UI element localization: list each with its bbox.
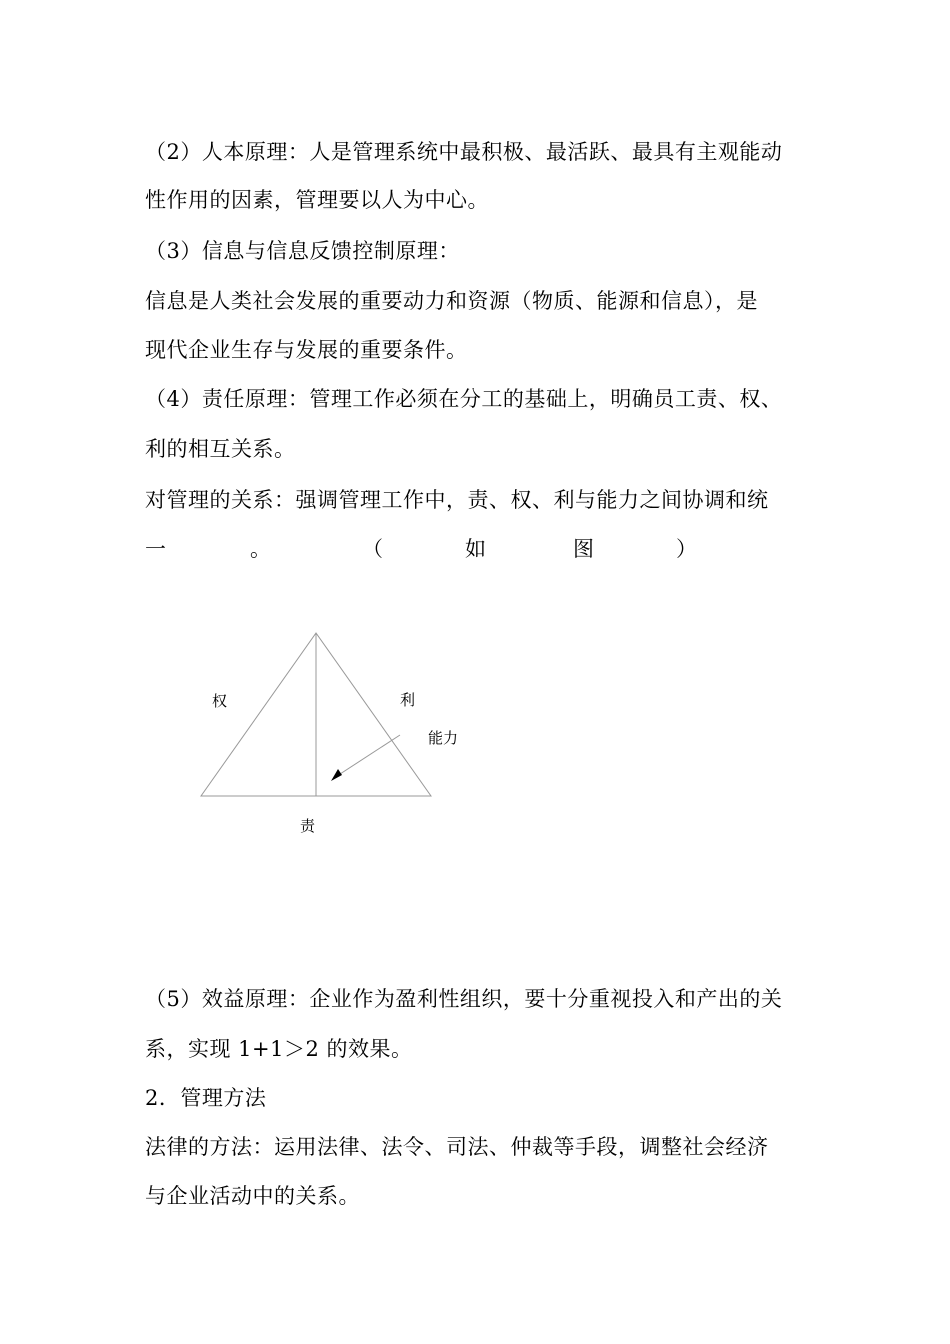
paragraph-legal-method-line1: 法律的方法：运用法律、法令、司法、仲裁等手段，调整社会经济	[145, 1135, 769, 1159]
spread-char-2: 。	[250, 537, 271, 561]
figure-label-benefit: 利	[400, 691, 416, 709]
paragraph-human-principle-line2: 性作用的因素，管理要以人为中心。	[145, 188, 489, 212]
spread-char-3: （	[362, 537, 383, 561]
figure-label-responsibility: 责	[300, 817, 316, 835]
paragraph-relation-line1: 对管理的关系：强调管理工作中，责、权、利与能力之间协调和统	[145, 488, 769, 512]
paragraph-responsibility-line2: 利的相互关系。	[145, 437, 296, 461]
figure-label-ability: 能力	[428, 729, 459, 747]
paragraph-responsibility-line1: （4）责任原理：管理工作必须在分工的基础上，明确员工责、权、	[145, 387, 783, 411]
figure-label-power: 权	[212, 692, 228, 710]
paragraph-efficiency-line1: （5）效益原理：企业作为盈利性组织，要十分重视投入和产出的关	[145, 987, 783, 1011]
spread-char-5: 图	[573, 537, 594, 561]
spread-char-1: 一	[145, 537, 166, 561]
paragraph-efficiency-line2: 系，实现 1+1＞2 的效果。	[145, 1037, 413, 1061]
ability-arrow-line	[337, 735, 400, 776]
spread-char-4: 如	[465, 537, 486, 561]
paragraph-legal-method-line2: 与企业活动中的关系。	[145, 1184, 360, 1208]
ability-arrow-head	[331, 769, 342, 781]
paragraph-information-principle: （3）信息与信息反馈控制原理：	[145, 239, 460, 263]
section-heading-management-methods: 2．管理方法	[145, 1086, 267, 1110]
paragraph-information-line1: 信息是人类社会发展的重要动力和资源（物质、能源和信息），是	[145, 289, 758, 313]
paragraph-human-principle-line1: （2）人本原理：人是管理系统中最积极、最活跃、最具有主观能动	[145, 140, 783, 164]
spread-char-6: ）	[676, 537, 697, 561]
paragraph-information-line2: 现代企业生存与发展的重要条件。	[145, 338, 468, 362]
